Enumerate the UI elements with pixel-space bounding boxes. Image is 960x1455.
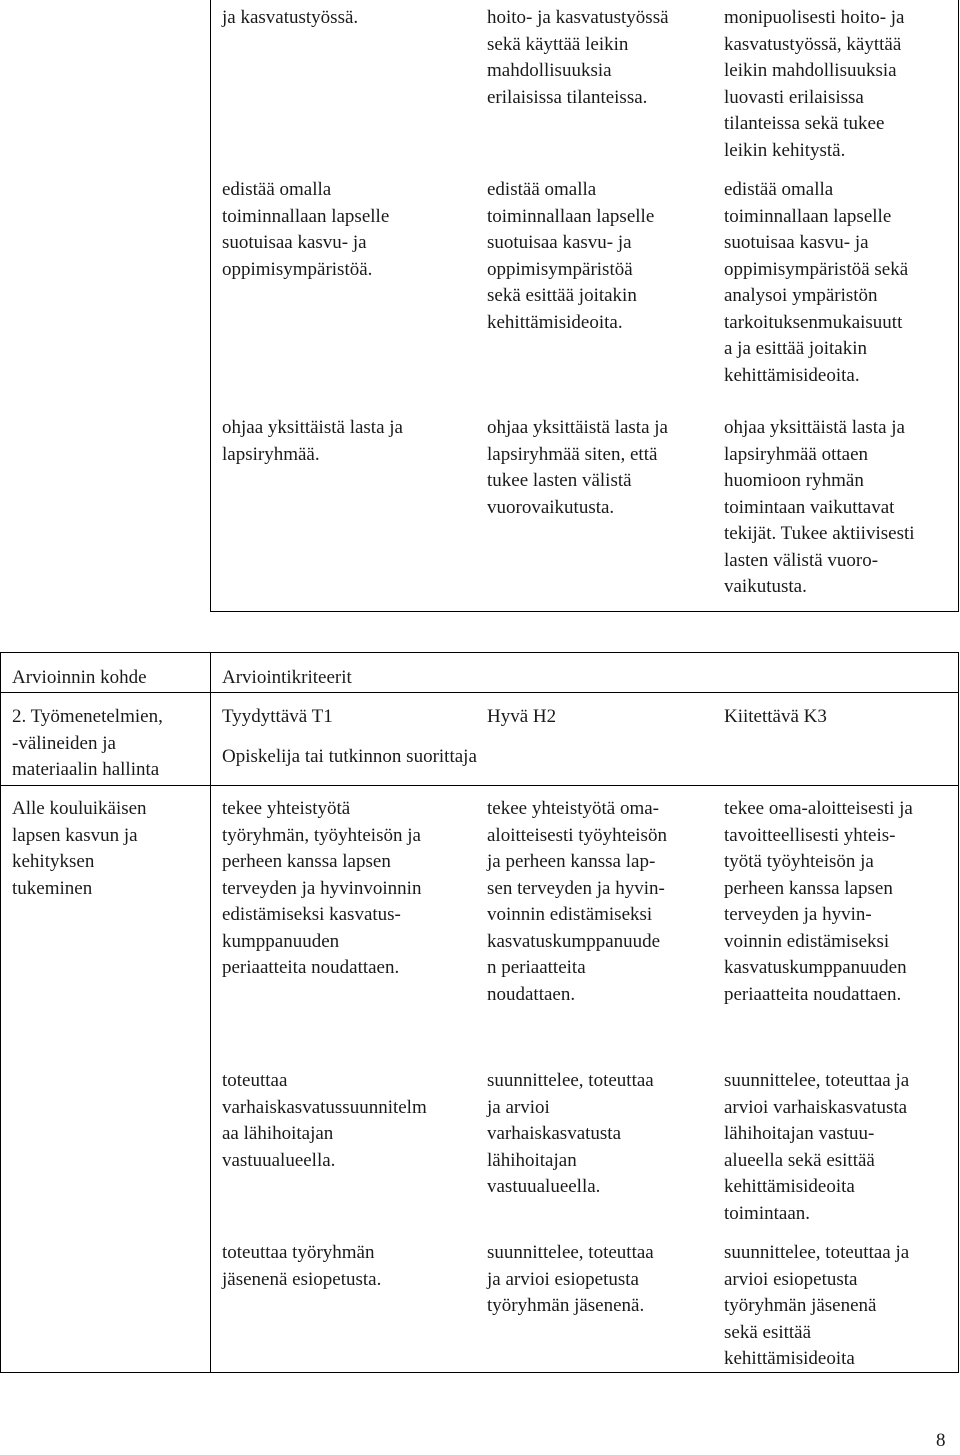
table-border [0,692,959,693]
cell-h2: suunnittelee, toteuttaa ja arvioi esiopetusta työryhmän jäsenenä. [487,1242,654,1316]
section-label: 2. Työmenetelmien, -välineiden ja materiaalin hallinta [12,706,163,780]
cell-k3: monipuolisesti hoito- ja kasvatustyössä, käyttää leikin mahdollisuuksia luovasti erilaisissa tilanteissa sekä tukee leikin kehitystä. [724,7,905,161]
table-border [210,0,211,612]
cell-t1: ohjaa yksittäistä lasta ja lapsiryhmää. [222,417,403,465]
grade-k3: Kiitettävä K3 [724,706,827,727]
cell-t1: toteuttaa työryhmän jäsenenä esiopetusta. [222,1242,382,1290]
cell-h2: suunnittelee, toteuttaa ja arvioi varhaiskasvatusta lähihoitajan vastuualueella. [487,1070,654,1197]
cell-h2: edistää omalla toiminnallaan lapselle suotuisaa kasvu- ja oppimisympäristöä sekä esittää joitakin kehittämisideoita. [487,179,655,333]
grade-h2: Hyvä H2 [487,706,557,727]
cell-k3: suunnittelee, toteuttaa ja arvioi varhaiskasvatusta lähihoitajan vastuu- alueella sekä esittää kehittämisideoita toimintaan. [724,1070,910,1224]
cell-h2: hoito- ja kasvatustyössä sekä käyttää leikin mahdollisuuksia erilaisissa tilanteissa. [487,7,669,108]
page-number: 8 [936,1430,946,1451]
assessment-target: Alle kouluikäisen lapsen kasvun ja kehityksen tukeminen [12,798,147,899]
table-border [210,611,959,612]
cell-h2: ohjaa yksittäistä lasta ja lapsiryhmää siten, että tukee lasten välistä vuorovaikutusta. [487,417,668,518]
cell-k3: suunnittelee, toteuttaa ja arvioi esiopetusta työryhmän jäsenenä sekä esittää kehittämisideoita [724,1242,910,1369]
table-border [210,652,211,1373]
cell-t1: edistää omalla toiminnallaan lapselle suotuisaa kasvu- ja oppimisympäristöä. [222,179,390,280]
cell-h2: tekee yhteistyötä oma- aloitteisesti työyhteisön ja perheen kanssa lap- sen terveyden ja hyvin- voinnin edistämiseksi kasvatuskumppanuude n periaatteita noudattaen. [487,798,667,1005]
cell-t1: ja kasvatustyössä. [222,7,359,28]
grade-t1: Tyydyttävä T1 [222,706,333,727]
cell-k3: edistää omalla toiminnallaan lapselle suotuisaa kasvu- ja oppimisympäristöä sekä analysoi ympäristön tarkoituksenmukaisuutt a ja esittää joitakin kehittämisideoita. [724,179,909,386]
cell-t1: tekee yhteistyötä työryhmän, työyhteisön ja perheen kanssa lapsen terveyden ja hyvinvoinnin edistämiseksi kasvatus- kumppanuuden periaatteita noudattaen. [222,798,422,978]
table-border [958,0,959,612]
header-assessment-criteria: Arviointikriteerit [222,667,352,688]
table-border [958,652,959,1373]
header-assessment-target: Arvioinnin kohde [12,667,147,688]
subject-label: Opiskelija tai tutkinnon suorittaja [222,746,477,767]
cell-k3: ohjaa yksittäistä lasta ja lapsiryhmää ottaen huomioon ryhmän toimintaan vaikuttavat tekijät. Tukee aktiivisesti lasten välistä vuoro- vaikutusta. [724,417,915,597]
cell-t1: toteuttaa varhaiskasvatussuunnitelm aa lähihoitajan vastuualueella. [222,1070,427,1171]
cell-k3: tekee oma-aloitteisesti ja tavoitteellisesti yhteis- työtä työyhteisön ja perheen kanssa lapsen terveyden ja hyvin- voinnin edistämiseksi kasvatuskumppanuuden periaatteita noudattaen. [724,798,913,1005]
table-border [0,652,1,1373]
table-border [0,785,959,786]
table-border [0,652,959,653]
